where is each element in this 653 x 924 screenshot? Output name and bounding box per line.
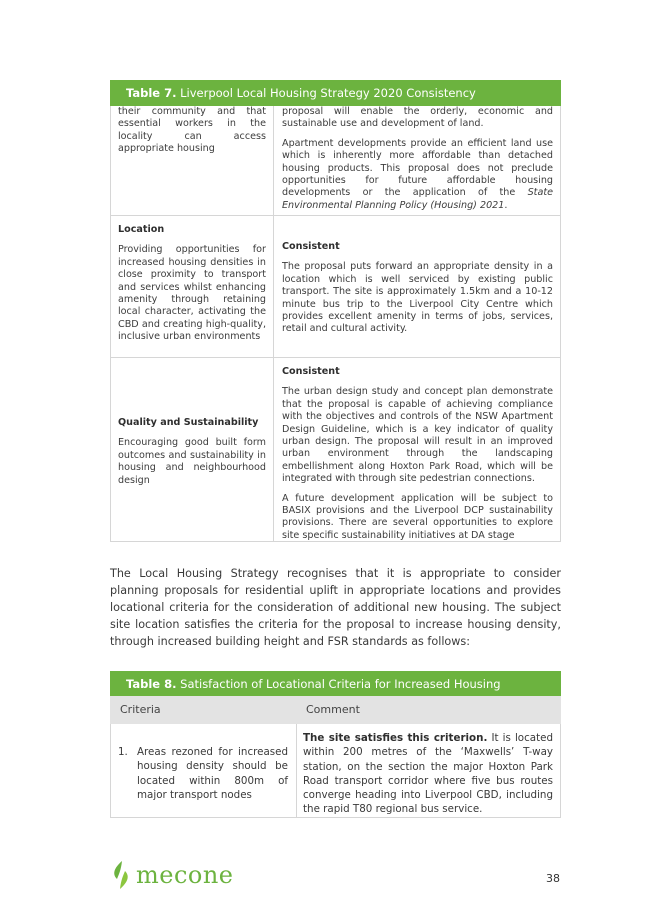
table7-row2-criteria-text: Providing opportunities for increased housing densities in close proximity to transport and services whilst enhancing amenity through retaining local character, activating the CBD and creating high-quality, inclusive urban environments <box>118 244 266 343</box>
table7-row3-comment <box>282 366 553 549</box>
table7-row3-status: Consistent <box>282 366 340 377</box>
table7-right-border <box>560 106 561 542</box>
table8-left-border <box>110 724 111 818</box>
table7-row1-comment-p2-end: . <box>504 199 508 211</box>
logo-wordmark: mecone <box>136 861 234 889</box>
table7-title-text: Liverpool Local Housing Strategy 2020 Consistency <box>176 86 476 100</box>
table7-row1-criteria <box>118 106 266 163</box>
table8-title-bar <box>110 671 561 697</box>
table7-row3-criteria <box>118 417 266 494</box>
table7-row2-heading: Location <box>118 224 165 235</box>
table8-row1-comment-text: It is located within 200 metres of the ‘Maxwells’ T-way station, on the section the major Hoxton Park Road transport corridor where five bus routes converge heading into Liverpool CBD, including the rapid T80 regional bus service. <box>303 732 553 816</box>
table8-title-text: Satisfaction of Locational Criteria for Increased Housing <box>176 677 501 691</box>
table7-row1-comment-p2-italic: State Environmental Planning Policy (Housing) 2021 <box>282 187 553 211</box>
table7-row3-comment-p2: A future development application will be subject to BASIX provisions and the Liverpool DCP sustainability provisions. There are several opportunities to explore site specific sustainability initiatives at DA stage <box>282 492 553 541</box>
table8-bottom-border <box>110 817 561 818</box>
table7-row1-comment <box>282 106 553 219</box>
table7-row1-comment-p1: proposal will enable the orderly, economic and sustainable use and development of land. <box>282 106 553 130</box>
table7-row1-criteria-text: their community and that essential workers in the locality can access appropriate housing <box>118 106 266 155</box>
table7-left-border <box>110 106 111 542</box>
table7-row1-comment-p2-text: Apartment developments provide an efficient land use which is inherently more affordable than detached housing products. This proposal does not preclude opportunities for future affordable housing developments or the application of the <box>282 137 553 199</box>
table8-column-divider <box>296 724 297 818</box>
table7-column-divider <box>273 106 274 542</box>
body-paragraph: The Local Housing Strategy recognises that it is appropriate to consider planning proposals for residential uplift in appropriate locations and provides locational criteria for the consideration of additional new housing. The subject site location satisfies the criteria for the proposal to increase housing density, through increased building height and FSR standards as follows: <box>110 567 561 648</box>
table8-row1-comment-bold: The site satisfies this criterion. <box>303 732 488 744</box>
table8-row1-comment <box>303 731 553 817</box>
table8-col-criteria: Criteria <box>120 703 161 716</box>
table8-right-border <box>560 724 561 818</box>
table7-row2-status: Consistent <box>282 241 340 252</box>
table7-title-bar <box>110 80 561 106</box>
table8-row1-number: 1. <box>118 746 128 758</box>
table7-row2-comment <box>282 241 553 343</box>
leaf-icon <box>110 860 132 890</box>
table7-title-label: Table 7. <box>126 86 177 100</box>
table7-row3-heading: Quality and Sustainability <box>118 417 259 428</box>
page-number: 38 <box>546 872 560 885</box>
table7-row3-criteria-text: Encouraging good built form outcomes and sustainability in housing and neighbourhood design <box>118 437 266 486</box>
table8-row1-criteria: Areas rezoned for increased housing density should be located within 800m of major transport nodes <box>137 746 288 801</box>
table7-row2-comment-text: The proposal puts forward an appropriate density in a location which is well serviced by existing public transport. The site is approximately 1.5km and a 10-12 minute bus trip to the Liverpool City Centre which provides excellent amenity in terms of jobs, services, retail and cultural activity. <box>282 261 553 335</box>
table7-row1-comment-p2 <box>282 138 553 212</box>
table8-title-label: Table 8. <box>126 677 177 691</box>
table8-header-row <box>110 696 561 724</box>
table7-row3-comment-p1: The urban design study and concept plan demonstrate that the proposal is capable of achieving compliance with the objectives and controls of the NSW Apartment Design Guideline, which is a key indicator of quality urban design. The proposal will result in an improved urban environment through the landscaping embellishment along Hoxton Park Road, which will be integrated with through site pedestrian connections. <box>282 386 553 485</box>
table8-col-comment: Comment <box>306 703 360 716</box>
table7-row-divider <box>110 357 561 358</box>
table7-row2-criteria <box>118 224 266 351</box>
